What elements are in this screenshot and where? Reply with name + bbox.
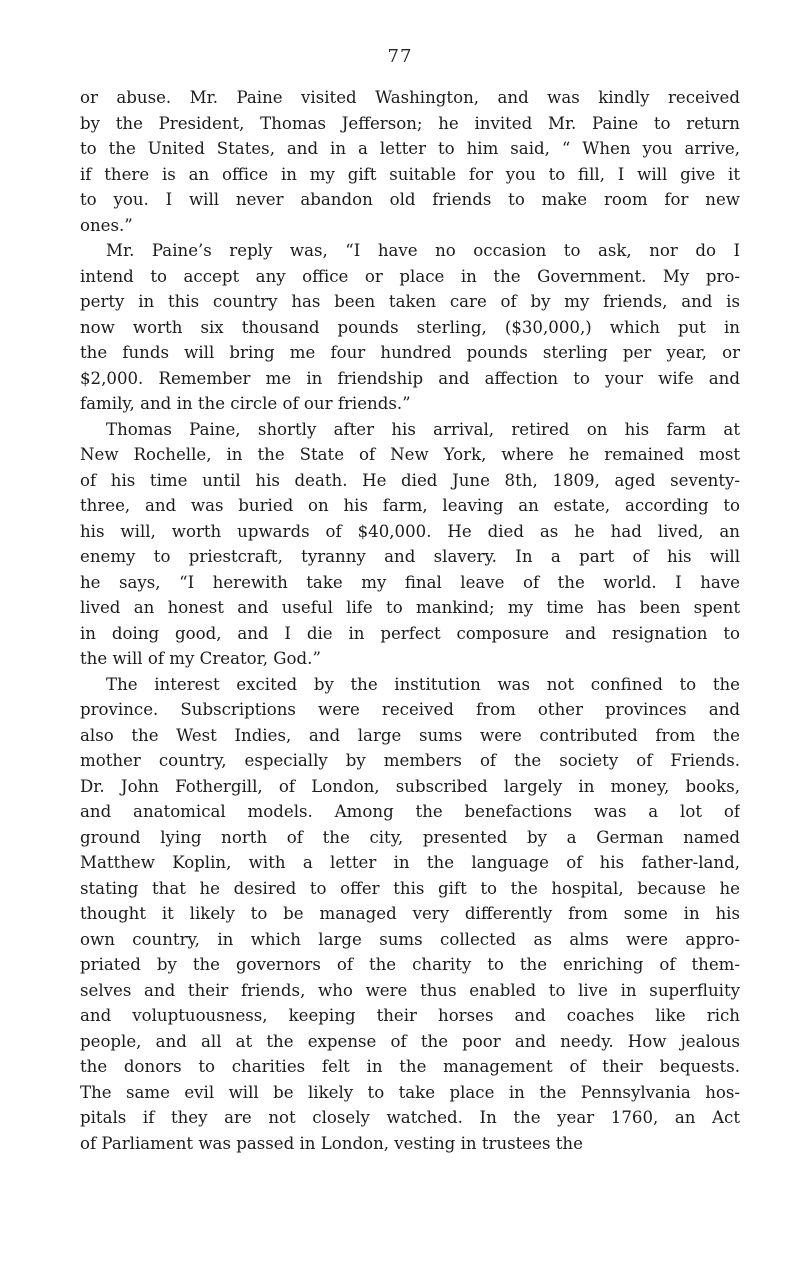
text-line: ones.” xyxy=(80,215,133,235)
text-line: thought it likely to be managed very differently from some in his xyxy=(80,904,740,923)
text-line: also the West Indies, and large sums were contributed from the xyxy=(80,725,740,745)
text-line: $2,000. Remember me in friendship and affection to your wife and xyxy=(80,368,740,388)
paragraph-start: Thomas Paine, shortly after his arrival, retired on his farm at xyxy=(106,419,740,439)
text-line: New Rochelle, in the State of New York, where he remained most xyxy=(80,445,740,464)
page-number: 77 xyxy=(387,46,413,67)
text-line: in doing good, and I die in perfect composure and resignation to xyxy=(80,623,740,643)
text-line: Dr. John Fothergill, of London, subscribed largely in money, books, xyxy=(80,776,740,796)
paragraph-start: Mr. Paine’s reply was, “I have no occasion to ask, nor do I xyxy=(106,241,740,260)
body-text xyxy=(80,85,740,1156)
text-line: province. Subscriptions were received from other provinces and xyxy=(80,700,740,719)
paragraph-start: The interest excited by the institution was not confined to the xyxy=(106,674,740,694)
text-line: now worth six thousand pounds sterling, ($30,000,) which put in xyxy=(80,317,740,337)
text-line: family, and in the circle of our friends.” xyxy=(80,394,411,413)
text-line: of his time until his death. He died June 8th, 1809, aged seventy- xyxy=(80,470,740,490)
text-line: and voluptuousness, keeping their horses and coaches like rich xyxy=(80,1006,740,1025)
text-line: the donors to charities felt in the management of their bequests. xyxy=(80,1057,740,1076)
text-line: own country, in which large sums collected as alms were appro- xyxy=(80,929,740,949)
text-line: to the United States, and in a letter to him said, “ When you arrive, xyxy=(80,139,740,158)
text-line: people, and all at the expense of the poor and needy. How jealous xyxy=(80,1031,740,1051)
text-line: intend to accept any office or place in the Government. My pro- xyxy=(80,266,740,286)
text-line: the will of my Creator, God.” xyxy=(80,649,321,668)
text-line: or abuse. Mr. Paine visited Washington, and was kindly received xyxy=(80,88,740,107)
text-line: perty in this country has been taken care of by my friends, and is xyxy=(80,292,740,311)
text-line: his will, worth upwards of $40,000. He died as he had lived, an xyxy=(80,521,740,541)
text-line: enemy to priestcraft, tyranny and slavery. In a part of his will xyxy=(80,547,740,566)
text-line: he says, “I herewith take my final leave of the world. I have xyxy=(80,572,740,592)
text-line: the funds will bring me four hundred pounds sterling per year, or xyxy=(80,343,740,362)
text-line: selves and their friends, who were thus enabled to live in superfluity xyxy=(80,980,740,1000)
text-line: pitals if they are not closely watched. In the year 1760, an Act xyxy=(80,1108,740,1127)
text-line: by the President, Thomas Jefferson; he invited Mr. Paine to return xyxy=(80,113,740,133)
text-line: Matthew Koplin, with a letter in the language of his father-land, xyxy=(80,853,740,872)
text-line: to you. I will never abandon old friends to make room for new xyxy=(80,190,740,209)
text-line: three, and was buried on his farm, leaving an estate, according to xyxy=(80,496,740,515)
text-line: and anatomical models. Among the benefactions was a lot of xyxy=(80,802,740,821)
text-line: lived an honest and useful life to mankind; my time has been spent xyxy=(80,598,740,617)
text-line: The same evil will be likely to take place in the Pennsylvania hos- xyxy=(80,1082,740,1102)
text-line: priated by the governors of the charity to the enriching of them- xyxy=(80,955,740,974)
text-line: stating that he desired to offer this gift to the hospital, because he xyxy=(80,878,740,898)
text-line: of Parliament was passed in London, vesting in trustees the xyxy=(80,1133,583,1153)
text-line: if there is an office in my gift suitable for you to fill, I will give it xyxy=(80,164,740,184)
text-line: mother country, especially by members of the society of Friends. xyxy=(80,751,740,770)
text-line: ground lying north of the city, presented by a German named xyxy=(80,827,740,847)
